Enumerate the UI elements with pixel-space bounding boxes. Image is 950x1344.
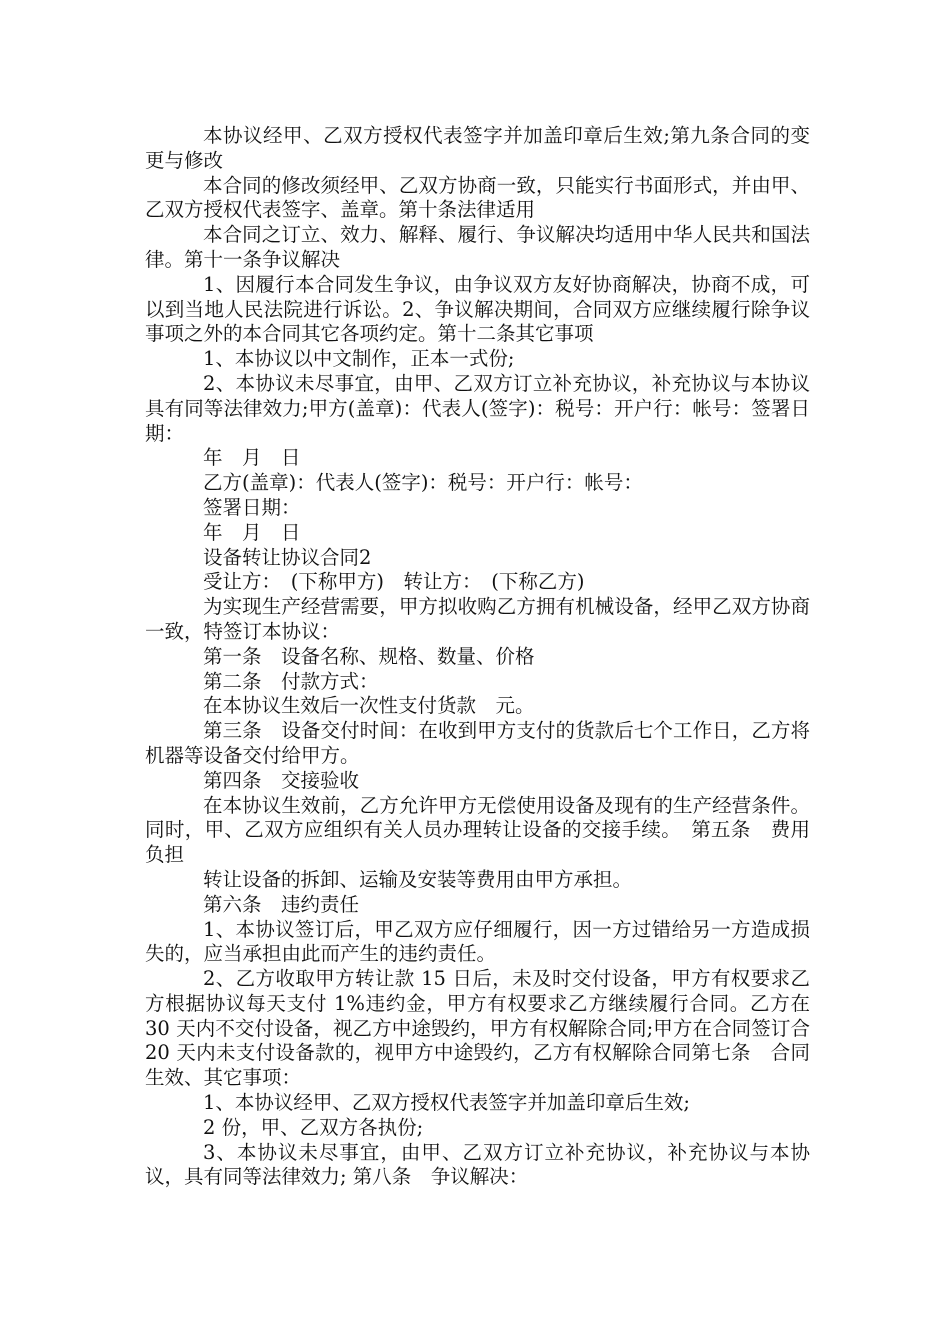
party-b-signature-line: 乙方(盖章)：代表人(签字)：税号：开户行：帐号： [203, 471, 643, 495]
paragraph: 1、因履行本合同发生争议，由争议双方友好协商解决，协商不成，可以到当地人民法院进行诉讼。2、争议解决期间，合同双方应继续履行除争议事项之外的本合同其它各项约定。第十二条其它事项 [145, 272, 810, 346]
paragraph: 在本协议生效前，乙方允许甲方无偿使用设备及现有的生产经营条件。同时，甲、乙双方应组织有关人员办理转让设备的交接手续。 第五条 费用负担 [145, 793, 810, 867]
paragraph: 2 份，甲、乙双方各执份; [203, 1115, 424, 1139]
section-title: 设备转让协议合同2 [203, 545, 372, 569]
paragraph: 1、本协议以中文制作，正本一式份; [203, 347, 515, 371]
article-heading: 第一条 设备名称、规格、数量、价格 [203, 644, 535, 668]
paragraph: 本合同的修改须经甲、乙双方协商一致，只能实行书面形式，并由甲、乙双方授权代表签字、盖章。第十条法律适用 [145, 173, 810, 222]
paragraph: 本协议经甲、乙双方授权代表签字并加盖印章后生效;第九条合同的变更与修改 [145, 124, 810, 172]
signing-date-label: 签署日期： [203, 495, 301, 519]
paragraph: 3、本协议未尽事宜，由甲、乙双方订立补充协议，补充协议与本协议，具有同等法律效力; 第八条 争议解决： [145, 1140, 810, 1189]
date-line: 年 月 日 [203, 520, 301, 544]
article-heading: 第六条 违约责任 [203, 892, 360, 916]
paragraph: 1、本协议经甲、乙双方授权代表签字并加盖印章后生效; [203, 1091, 690, 1115]
article-heading: 第二条 付款方式： [203, 669, 379, 693]
article-heading: 第四条 交接验收 [203, 768, 360, 792]
parties-line: 受让方： (下称甲方) 转让方： (下称乙方) [203, 570, 585, 594]
date-line: 年 月 日 [203, 446, 301, 470]
paragraph: 第三条 设备交付时间：在收到甲方支付的货款后七个工作日，乙方将机器等设备交付给甲方。 [145, 719, 810, 767]
paragraph: 在本协议生效后一次性支付货款 元。 [203, 694, 535, 718]
document-body [145, 124, 817, 1190]
paragraph: 本合同之订立、效力、解释、履行、争议解决均适用中华人民共和国法律。第十一条争议解决 [145, 223, 810, 271]
paragraph: 2、本协议未尽事宜，由甲、乙双方订立补充协议，补充协议与本协议具有同等法律效力;甲方(盖章)：代表人(签字)：税号：开户行：帐号：签署日期： [145, 371, 810, 445]
paragraph: 为实现生产经营需要，甲方拟收购乙方拥有机械设备，经甲乙双方协商一致，特签订本协议： [145, 595, 810, 643]
paragraph: 2、乙方收取甲方转让款 15 日后，未及时交付设备，甲方有权要求乙方根据协议每天支付 1%违约金，甲方有权要求乙方继续履行合同。乙方在 30 天内不交付设备，视乙方中途毁约，甲方有权解除合同;甲方在合同签订合 20 天内未支付设备款的，视甲方中途毁约，乙方有权解除合同第七条 合同生效、其它事项： [145, 967, 817, 1090]
paragraph: 转让设备的拆卸、运输及安装等费用由甲方承担。 [203, 867, 633, 891]
paragraph: 1、本协议签订后，甲乙双方应仔细履行，因一方过错给另一方造成损失的，应当承担由此而产生的违约责任。 [145, 917, 810, 966]
